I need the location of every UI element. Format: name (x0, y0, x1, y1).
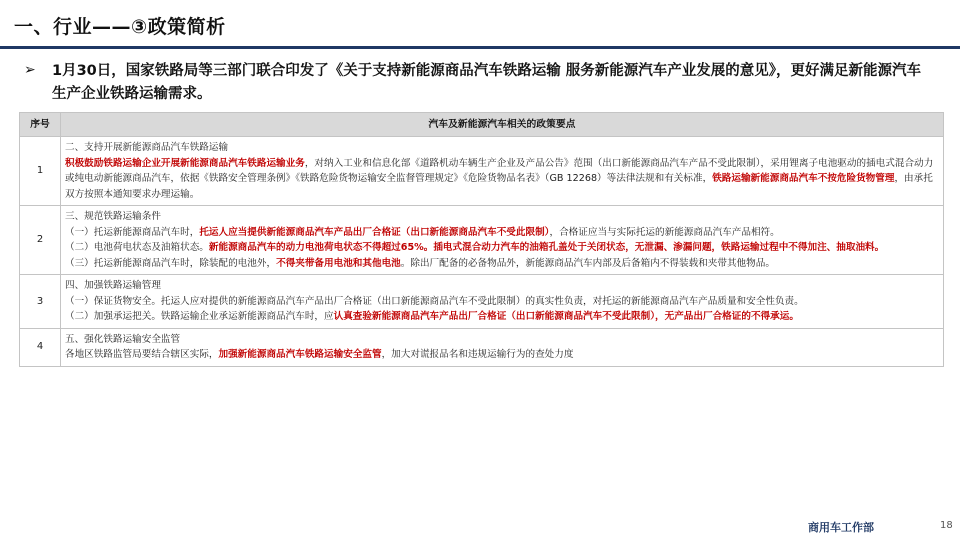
body-text: ，加大对谎报品名和违规运输行为的查处力度 (381, 349, 574, 360)
highlight-text: 托运人应当提供新能源商品汽车产品出厂合格证（出口新能源商品汽车不受此限制） (199, 226, 550, 238)
body-text: 。除出厂配备的必备物品外，新能源商品汽车内部及后备箱内不得装载和夹带其他物品。 (400, 257, 775, 269)
row-paragraph (65, 294, 939, 310)
footer-brand: 商用车工作部 (808, 521, 874, 534)
row-paragraph (65, 347, 939, 363)
row-paragraph (65, 256, 939, 272)
row-title: 二、支持开展新能源商品汽车铁路运输 (65, 142, 229, 153)
policy-table (19, 112, 944, 367)
highlight-text: 认真查验新能源商品汽车产品出厂合格证（出口新能源商品汽车不受此限制），无产品出厂合格证的不得承运。 (333, 311, 799, 322)
table-row (20, 206, 944, 275)
page-number: 18 (940, 520, 953, 531)
body-text: ，合格证应当与实际托运的新能源商品汽车产品相符。 (549, 226, 780, 238)
row-content (61, 275, 944, 329)
row-title: 四、加强铁路运输管理 (65, 280, 161, 291)
row-paragraph (65, 225, 939, 241)
body-text: 各地区铁路监管局要结合辖区实际， (65, 349, 219, 360)
row-content (61, 137, 944, 206)
title-bar (0, 0, 960, 50)
row-number: 4 (20, 328, 61, 366)
table-row (20, 275, 944, 329)
body-text: （一）托运新能源商品汽车时， (65, 226, 200, 238)
arrow-bullet-icon: ➢ (24, 62, 36, 78)
row-content (61, 328, 944, 366)
row-title: 五、强化铁路运输安全监管 (65, 333, 181, 345)
header-no: 序号 (20, 113, 61, 137)
row-number: 3 (20, 275, 61, 329)
body-text: （二）加强承运把关。铁路运输企业承运新能源商品汽车时，应 (65, 311, 334, 322)
row-content (61, 206, 944, 275)
intro-text: 1月30日，国家铁路局等三部门联合印发了《关于支持新能源商品汽车铁路运输 服务新能源汽车产业发展的意见》，更好满足新能源汽车生产企业铁路运输需求。 (52, 63, 922, 102)
title-divider (0, 46, 960, 49)
highlight-text: 积极鼓励铁路运输企业开展新能源商品汽车铁路运输业务 (65, 157, 305, 169)
highlight-text: 新能源商品汽车的动力电池荷电状态不得超过65%。插电式混合动力汽车的油箱孔盖处于关闭状态，无泄漏、渗漏问题，铁路运输过程中不得加注、抽取油料。 (208, 242, 885, 253)
highlight-text: 铁路运输新能源商品汽车不按危险货物管理 (712, 173, 895, 184)
row-paragraph (65, 309, 939, 325)
body-text: （三）托运新能源商品汽车时，除装配的电池外， (65, 257, 277, 269)
row-number: 2 (20, 206, 61, 275)
row-title: 三、规范铁路运输条件 (65, 211, 161, 222)
body-text: ，由承托双方按照本通知要求办理运输。 (65, 173, 933, 200)
body-text: （一）保证货物安全。托运人应对提供的新能源商品汽车产品出厂合格证（出口新能源商品汽车不受此限制）的真实性负责，对托运的新能源商品汽车产品质量和安全性负责。 (65, 295, 804, 307)
table-row (20, 328, 944, 366)
body-text: （二）电池荷电状态及油箱状态。 (65, 242, 209, 253)
row-number: 1 (20, 137, 61, 206)
body-text: ，对纳入工业和信息化部《道路机动车辆生产企业及产品公告》范围（出口新能源商品汽车产品不受此限制），采用锂离子电池驱动的插电式混合动力或纯电动新能源商品汽车，依据《铁路安全管理条例》《铁路危险货物运输安全监督管理规定》《危险货物品名表》（GB 12268）等法律法规和有关标准， (65, 157, 934, 184)
highlight-text: 加强新能源商品汽车铁路运输安全监管 (218, 349, 382, 360)
table-header-row (20, 113, 944, 137)
row-paragraph (65, 240, 939, 256)
highlight-text: 不得夹带备用电池和其他电池 (276, 257, 401, 269)
table-row (20, 137, 944, 206)
row-paragraph (65, 156, 939, 203)
page-title: 一、行业——③政策简析 (14, 16, 226, 38)
header-content: 汽车及新能源汽车相关的政策要点 (61, 113, 944, 137)
